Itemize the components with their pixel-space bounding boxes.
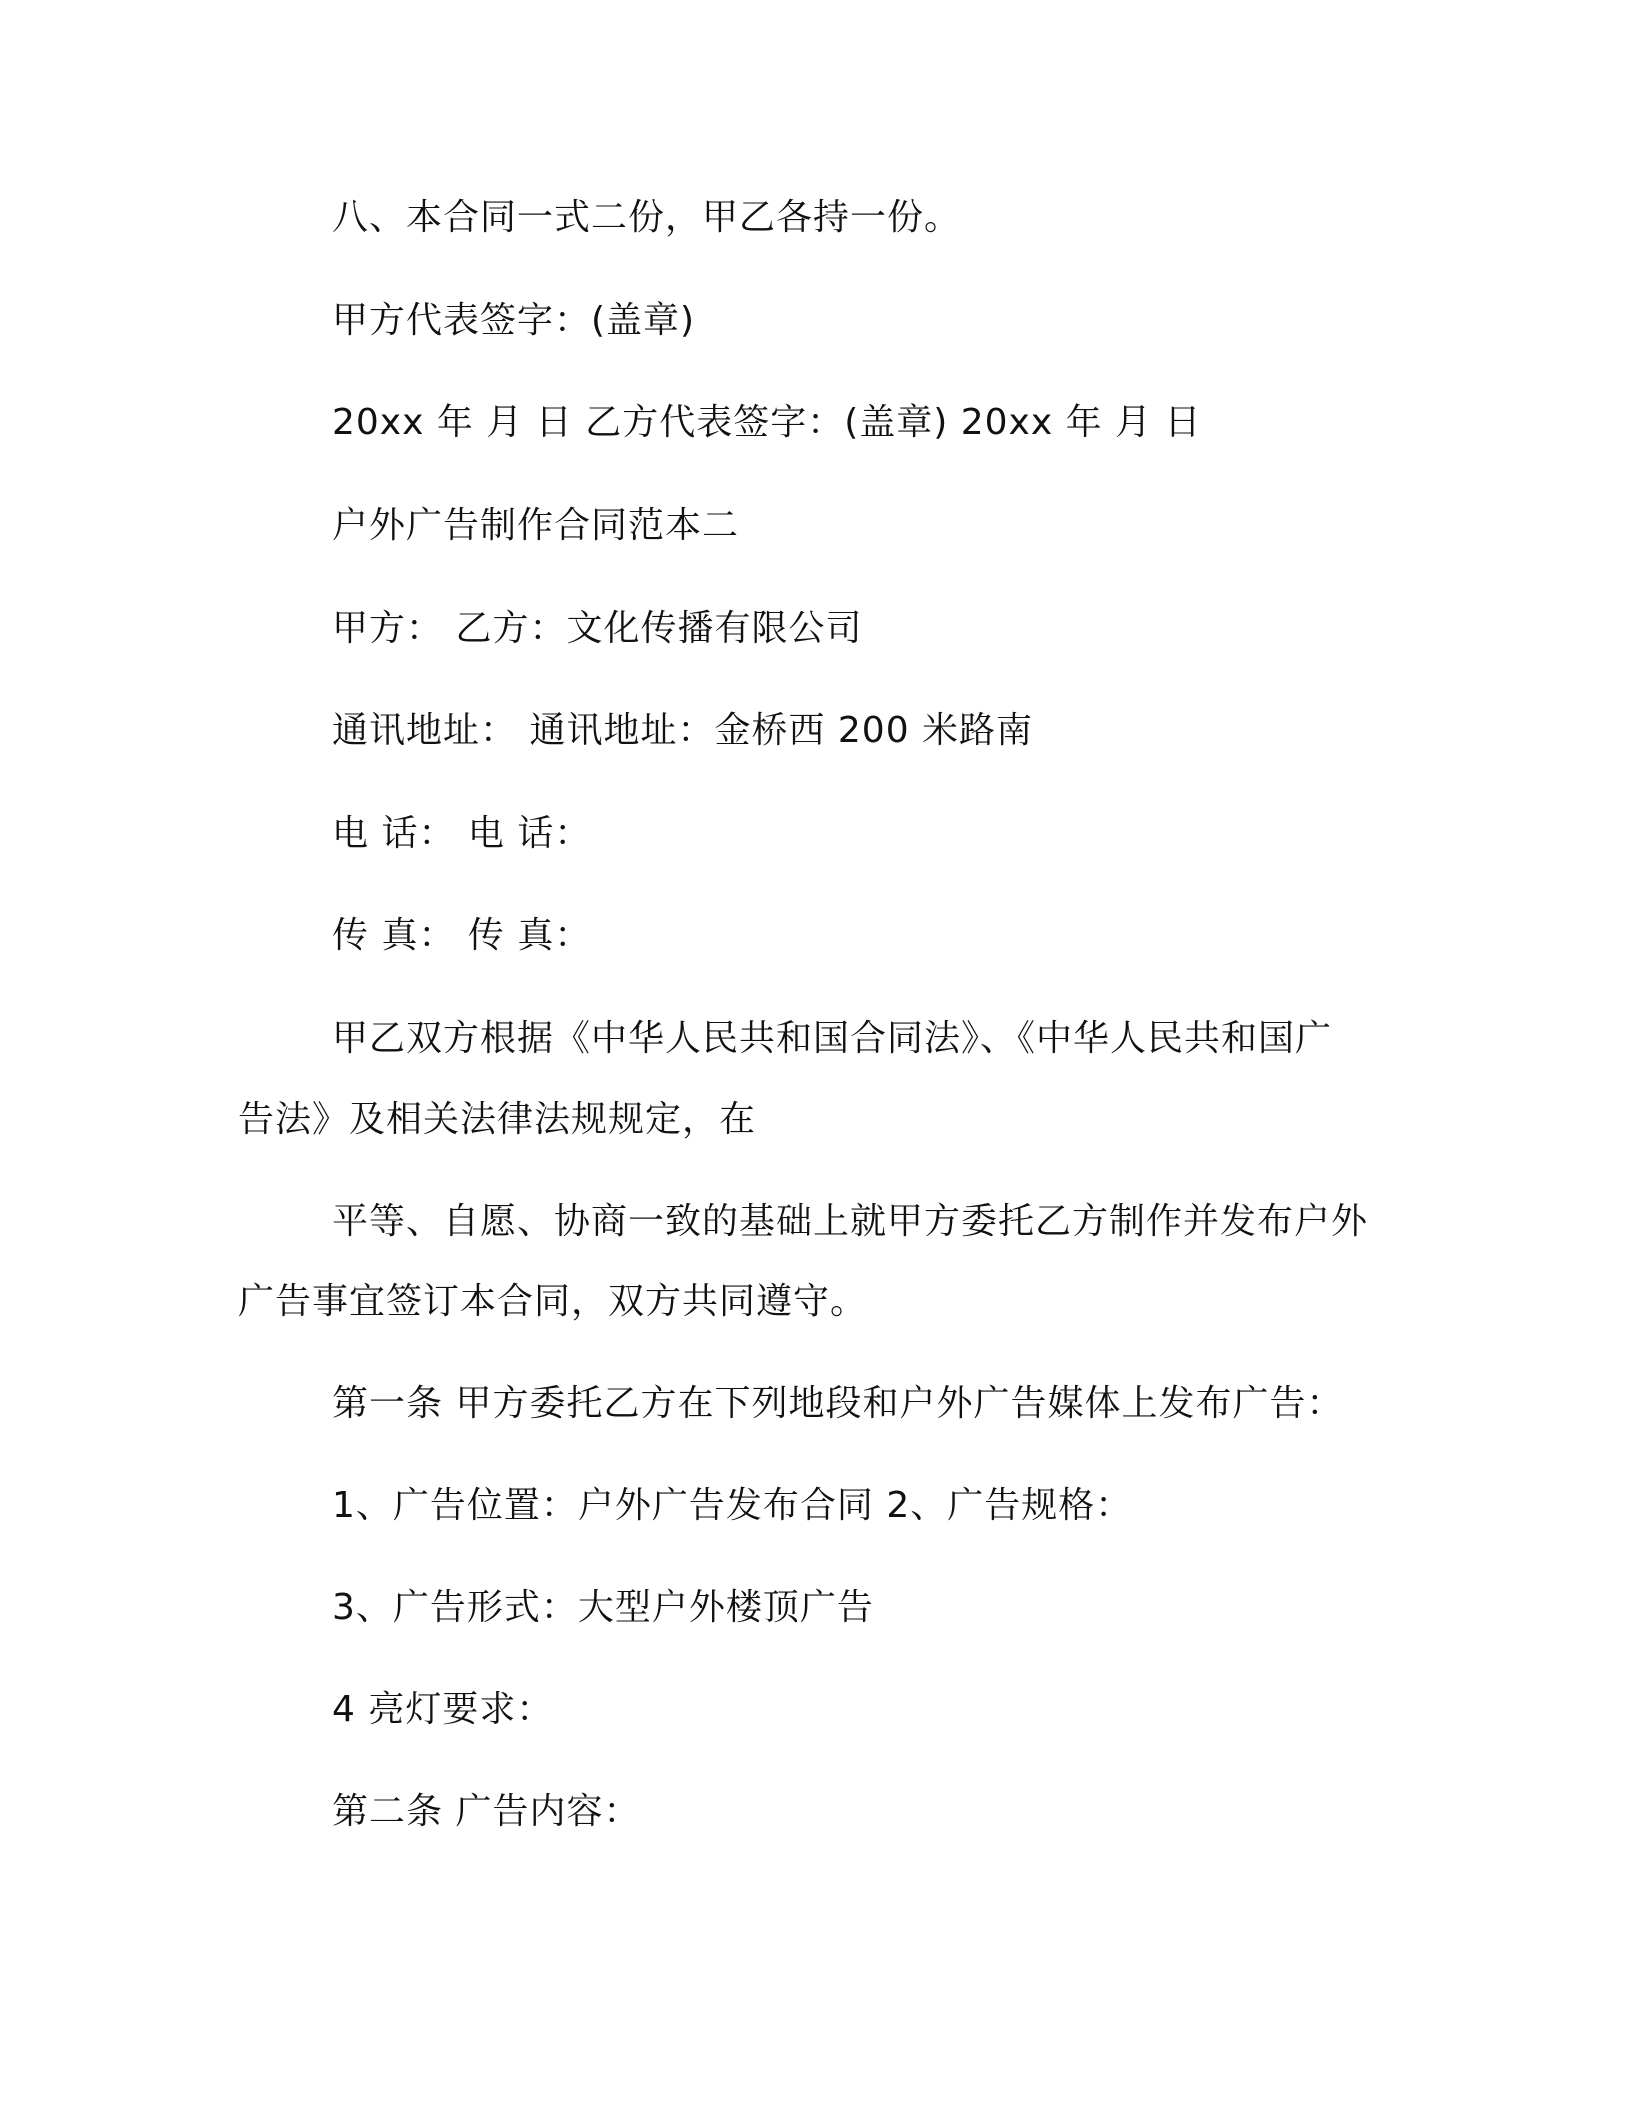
address-line: 通讯地址： 通讯地址：金桥西 200 米路南: [332, 710, 1034, 751]
fax-line: 传 真： 传 真：: [332, 915, 592, 956]
preamble-line-1: 甲乙双方根据《中华人民共和国合同法》、《中华人民共和国广: [332, 1018, 1333, 1059]
clause-eight: 八、本合同一式二份，甲乙各持一份。: [332, 197, 962, 238]
item-1-2: 1、广告位置：户外广告发布合同 2、广告规格：: [332, 1485, 1133, 1526]
preamble-line-2: 告法》及相关法律法规规定，在: [238, 1099, 757, 1140]
preamble-line-4: 广告事宜签订本合同，双方共同遵守。: [238, 1281, 868, 1322]
section-title: 户外广告制作合同范本二: [332, 505, 740, 546]
item-3: 3、广告形式：大型户外楼顶广告: [332, 1587, 874, 1628]
article-one: 第一条 甲方委托乙方在下列地段和户外广告媒体上发布广告：: [332, 1383, 1344, 1424]
preamble-line-3: 平等、自愿、协商一致的基础上就甲方委托乙方制作并发布户外: [332, 1201, 1369, 1242]
article-two: 第二条 广告内容：: [332, 1791, 641, 1832]
date-and-party-b-signature: 20xx 年 月 日 乙方代表签字：(盖章) 20xx 年 月 日: [332, 402, 1202, 443]
item-4: 4 亮灯要求：: [332, 1689, 554, 1730]
parties-line: 甲方： 乙方：文化传播有限公司: [332, 608, 863, 649]
party-a-signature: 甲方代表签字：(盖章): [332, 300, 696, 341]
phone-line: 电 话： 电 话：: [332, 813, 592, 854]
